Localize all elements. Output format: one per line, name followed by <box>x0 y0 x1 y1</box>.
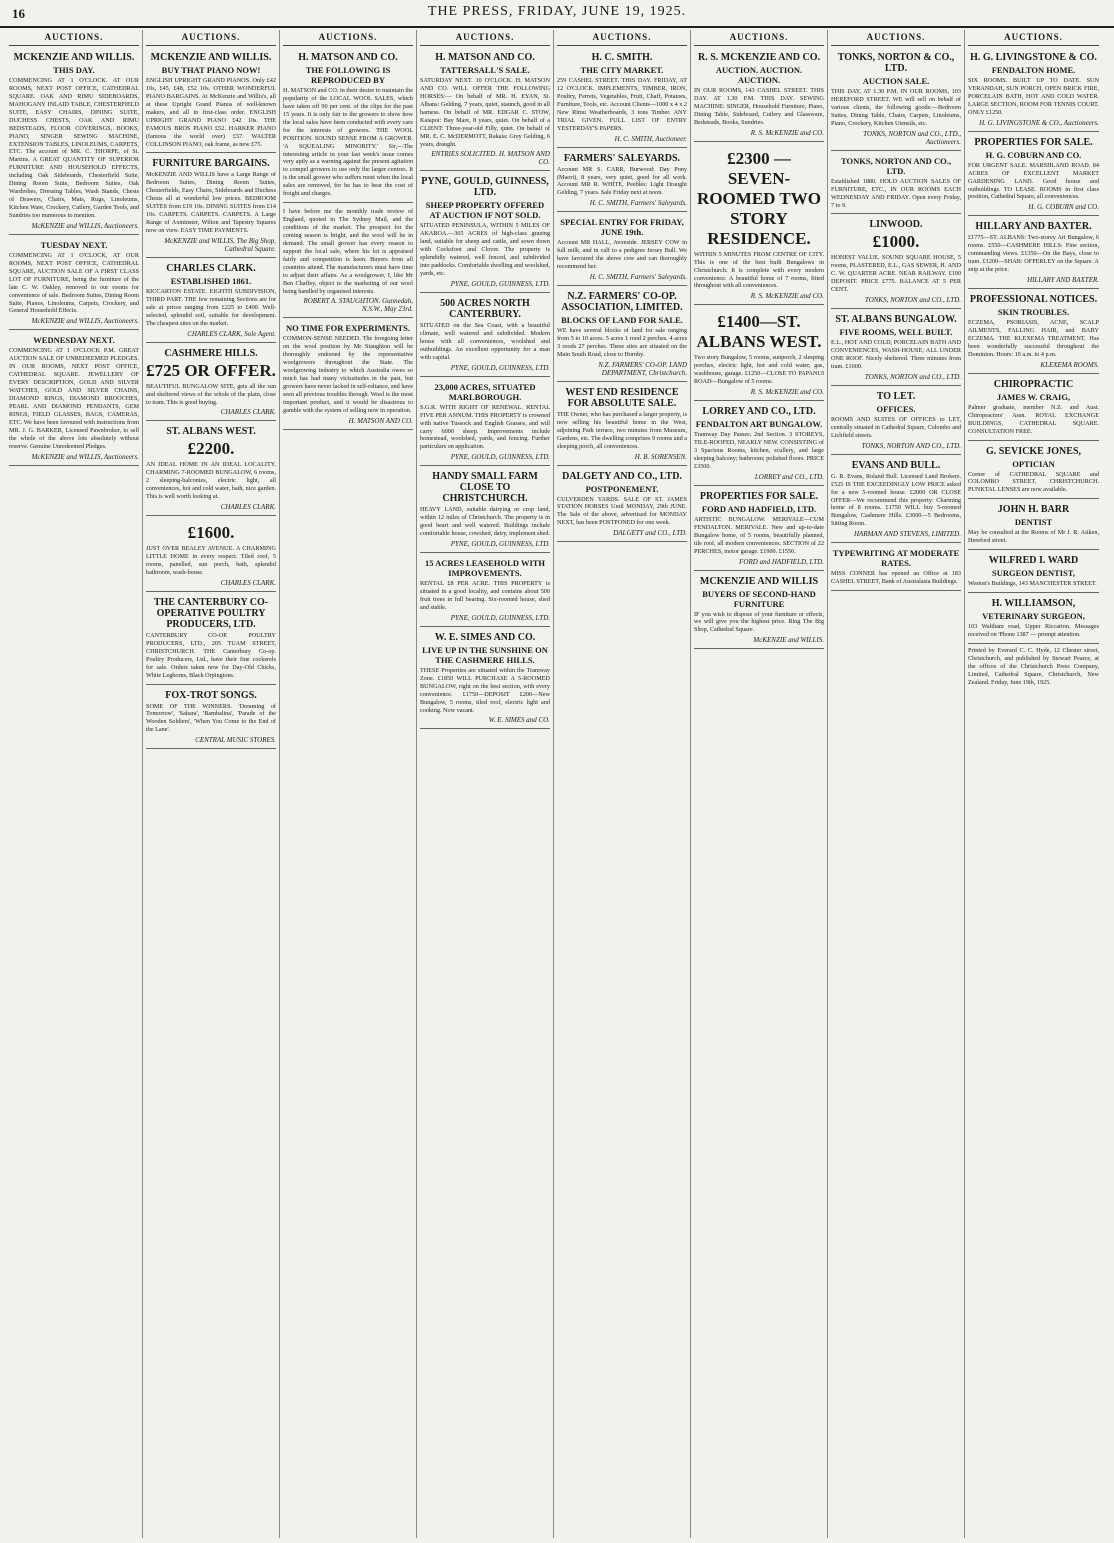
ad-signature: H. C. SMITH, Auctioneer. <box>614 134 687 143</box>
advertisement <box>420 468 550 553</box>
ad-headline: HANDY SMALL FARM CLOSE TO CHRISTCHURCH. <box>432 471 538 505</box>
advertisement <box>146 687 276 750</box>
ad-signature: HARMAN AND STEVENS, LIMITED. <box>853 530 961 539</box>
ad-headline: H. G. LIVINGSTONE & CO. <box>970 52 1097 63</box>
ad-body-text: COMMON-SENSE NEEDED. The foregoing letter on the wool position by Mr Staughton will be thoroughly endorsed by the representative woolgrowers throughout the State. The woolgrowing industry to which Australia owes so much has had many vicissitudes in the past, but growers have never lacked in self-reliance, and have seen all previous troubles through. Wool is the most important product, and it would be disastrous to gamble with the system of selling now in operation. <box>283 335 413 414</box>
ad-subheading: FORD AND HADFIELD, LTD. <box>701 503 817 514</box>
ad-body-text: CANTERBURY CO-OP. POULTRY PRODUCERS, LTD., 205 TUAM STREET, CHRISTCHURCH. THE Canterbury Co-op. Poultry Producers, Ltd., have their fine cockerels for sale. Orders taken now for Day-Old Chicks, White Leghorns, Black Orpingtons. <box>146 631 276 679</box>
ad-subheading: £2300 — SEVEN-ROOMED TWO STORY RESIDENCE. <box>697 148 821 248</box>
ad-signature: N.Z. FARMERS' CO-OP. LAND DEPARTMENT, Christchurch. <box>598 360 687 377</box>
ad-headline: MCKENZIE AND WILLIS. <box>13 52 135 63</box>
ad-subheading: SPECIAL ENTRY FOR FRIDAY, JUNE 19th. <box>560 217 684 238</box>
ad-body-text: IF you wish to dispose of your furniture or effects, we will give you the highest price. Ring The Big Shop, Cathedral Square. <box>694 610 824 634</box>
advertisement <box>557 288 687 382</box>
ad-headline: CASHMERE HILLS. <box>164 347 258 359</box>
ad-subheading: FIVE ROOMS, WELL BUILT. <box>839 327 953 338</box>
ad-subheading: H. G. COBURN AND CO. <box>985 149 1082 160</box>
ad-body-text: SITUATED on the Sea Coast, with a beautiful climate, well watered and subdivided. Modern house with all conveniences, woolshed and outbuildings. An excellent opportunity for a man with capital. <box>420 322 550 361</box>
ad-subheading: THIS DAY. <box>53 65 95 75</box>
ad-signature: TONKS, NORTON and CO., LTD. <box>864 372 961 381</box>
advertisement <box>146 518 276 592</box>
ad-signature: CENTRAL MUSIC STORES. <box>195 736 276 745</box>
ad-body-text: CULVERDEN YARDS. SALE OF ST. JAMES STATION HORSES Until MONDAY, 29th JUNE. The Sale of the above, advertised for MONDAY NEXT, has been POSTPONED for one week. <box>557 495 687 527</box>
ad-body-text: 103 Waltham road, Upper Riccarton. Messages received on 'Phone 1387 — prompt attention. <box>968 623 1099 639</box>
ad-signature: R. S. McKENZIE and CO. <box>750 388 824 397</box>
ad-headline: WILFRED I. WARD <box>988 555 1079 567</box>
ad-signature: PYNE, GOULD, GUINNESS, LTD. <box>450 280 550 288</box>
ad-headline: MCKENZIE AND WILLIS. <box>150 52 272 63</box>
advertisement <box>146 155 276 258</box>
ad-signature: HILLARY AND BAXTER. <box>1027 276 1099 285</box>
ad-subheading: TUESDAY NEXT. <box>40 239 108 250</box>
ad-headline: WEST END RESIDENCE FOR ABSOLUTE SALE. <box>565 386 679 409</box>
ad-signature: McKENZIE and WILLIS. <box>753 636 824 645</box>
ad-body-text: ECZEMA, PSORIASIS, ACNE, SCALP AILMENTS, FALLING HAIR, and BABY ECZEMA. THE KLEXEMA TREATMENT. Has been wonderfully successful throughout the Dominion. Hours: 10 a.m. to 4 p.m. <box>968 319 1099 358</box>
column-heading: AUCTIONS. <box>831 30 961 46</box>
ad-body-text: Account MR S. CARR, Burwood: Day Pony (Maori), 8 years, very quiet, good for all work. Account MR R. WHITE, Peebles: Light Draught Gelding, 7 years. Sale Friday next at noon. <box>557 165 687 197</box>
ad-signature: H. C. SMITH, Farmers' Saleyards. <box>589 199 687 208</box>
ad-headline: FARMERS' SALEYARDS. <box>563 152 681 164</box>
ad-subheading: BLOCKS OF LAND FOR SALE. <box>561 315 683 326</box>
column-5 <box>554 30 691 1538</box>
advertisement <box>420 173 550 293</box>
ad-body-text: £1775—ST. ALBANS: Two-storey Art Bungalow, 6 rooms. £550—CASHMERE HILLS: Fine section, commanding views. £1350—On the Bays, close to tram. £1200—SHAB: OFFERLEY on the Square. A snip at the price. <box>968 234 1099 274</box>
ad-body-text: WITHIN 5 MINUTES FROM CENTRE OF CITY. This is one of the best built Bungalows in Christchurch. It is complete with every modern convenience. A beautiful home of 7 rooms, fitted throughout with all conveniences. <box>694 250 824 290</box>
ad-subheading: £725 OR OFFER. <box>146 360 276 380</box>
ad-headline: JOHN H. BARR <box>997 504 1070 516</box>
ad-body-text: May be consulted at the Rooms of Mr J. R. Aitken, Hereford street. <box>968 529 1099 545</box>
ad-subheading: TONKS, NORTON AND CO., LTD. <box>841 155 951 176</box>
ad-body-text: Corner of CATHEDRAL SQUARE and COLOMBO STREET, CHRISTCHURCH. PUNKTAL LENSES are now available. <box>968 470 1099 494</box>
ad-body-text: THE Owner, who has purchased a larger property, is now selling his beautiful home in the West, adjoining Park terrace, two minutes from Museum, Gardens, etc. The dwelling comprises 9 rooms and a sleeping porch, all conveniences. <box>557 410 687 450</box>
column-heading: AUCTIONS. <box>146 30 276 46</box>
ad-subheading: £1400—ST. ALBANS WEST. <box>696 312 822 352</box>
ad-headline: LINWOOD. <box>869 219 923 231</box>
ad-body-text: COMMENCING AT 1 O'CLOCK, AT OUR ROOMS, NEXT POST OFFICE, CATHEDRAL SQUARE, AUCTION SALE OF A FIRST CLASS LOT OF FURNITURE, being the furniture of the late C. W. Oakley, removed to our rooms for convenience of sale. Bedroom Suites, Dining Room Suite, Pianos, Linoleums, Carpets, Crockery, and General Household Effects. <box>9 251 139 315</box>
advertisement <box>694 403 824 486</box>
ad-body-text: Account MR HALL, Avonside. JERSEY COW in full milk, and in calf to a pedigree Jersey Bull. We have favoured the above cow and can thoroughly recommend her. <box>557 239 687 271</box>
ad-subheading: £1600. <box>187 523 235 543</box>
ad-signature: W. E. SIMES and CO. <box>488 716 550 725</box>
ad-body-text: HONEST VALUE. SOUND SQUARE HOUSE, 5 rooms, PLASTERED, E.L., GAS SEWER, H. AND C. W. QUARTER ACRE. NEAR RAILWAY. £100 DEPOSIT. PRICE £775. BALANCE AT 5 PER CENT. <box>831 254 961 294</box>
ad-headline: FOX-TROT SONGS. <box>165 689 257 701</box>
advertisement <box>9 332 139 465</box>
ad-headline: W. E. SIMES AND CO. <box>434 631 536 643</box>
ad-headline: FURNITURE BARGAINS. <box>152 158 270 170</box>
ad-headline: LORREY AND CO., LTD. <box>702 406 816 418</box>
column-1 <box>6 30 143 1538</box>
ad-headline: N.Z. FARMERS' CO-OP. ASSOCIATION, LIMITED. <box>561 291 683 314</box>
ad-headline: 500 ACRES NORTH CANTERBURY. <box>440 298 530 320</box>
ad-headline: H. MATSON AND CO. <box>435 52 535 63</box>
ad-signature: KLEXEMA ROOMS. <box>1040 360 1099 369</box>
ad-headline: EVANS AND BULL. <box>851 459 941 471</box>
ad-subheading: THE FOLLOWING IS REPRODUCED BY <box>305 65 391 85</box>
ad-body-text: G. R. Evans, Roland Bull. Licensed Land Brokers. £525 IS THE EXCEEDINGLY LOW PRICE asked for a new 5-roomed house. £2000 OR CLOSE OFFER—We recommend this property: Charming home of 8 rooms. £1750 WILL buy 5-roomed Bungalow, Cashmere Hills. £3000—5 Bedrooms, Sitting Room. <box>831 472 961 528</box>
ad-body-text: COMMENCING AT 1 O'CLOCK. AT OUR ROOMS, NEXT POST OFFICE, CATHEDRAL SQUARE. OAK AND RIMU SIDEBOARDS, MAHOGANY INLAID TABLE, CHESTERFIELD SUITE, EASY CHAIRS, DINING SUITE, DUCHESS CHESTS, OAK AND RIMU BEDSTEADS, FLOOR COVERINGS, BOOKS, PIANO, SINGER SEWING MACHINE, EXTENSION TABLES, LINOLEUMS, CARPETS, ETC. The account of MR. C. THORPE, of St. Martins. A GREAT QUANTITY OF SUPERIOR FURNITURE AND HOUSEHOLD EFFECTS, including Oak Sideboards, Chesterfield Suite, Dining Room Suite, Bedroom Suites, Oak Wardrobes, Dressing Tables, Wash Stands, Chests of Drawers, Chairs, Mats, Rugs, Linoleums, Kitchen Ware, Crockery, Cutlery, Garden Tools, and Sundries too numerous to mention. <box>9 77 139 219</box>
column-4 <box>417 30 554 1538</box>
advertisement <box>831 545 961 591</box>
ad-signature: ENTRIES SOLICITED. H. MATSON AND CO. <box>431 150 550 167</box>
advertisement <box>831 49 961 151</box>
advertisement <box>283 49 413 203</box>
ad-signature: CHARLES CLARK, Sole Agent. <box>187 329 276 338</box>
ad-signature: H. C. SMITH, Farmers' Saleyards. <box>589 273 687 282</box>
ad-subheading: LIVE UP IN THE SUNSHINE ON THE CASHMERE HILLS. <box>422 644 548 665</box>
advertisement <box>831 216 961 309</box>
ad-body-text: SIX ROOMS. BUILT UP TO DATE. SUN VERANDAH, SUN PORCH, OPEN BRICK FIRE, PORCELAIN BATH, HOT AND COLD WATER. LARGE SECTION, ROOM FOR TENNIS COURT. ONLY £1250. <box>968 77 1099 116</box>
ad-body-text: FOR URGENT SALE. MARSHLAND ROAD. 84 ACRES OF EXCELLENT MARKET GARDENING LAND. Good house and outbuildings. TO LEASE. ROOMS in first class position, Cathedral Square, all conveniences. <box>968 161 1099 201</box>
advertisement <box>9 237 139 331</box>
column-heading: AUCTIONS. <box>968 30 1099 46</box>
advertisement <box>146 49 276 153</box>
ad-body-text: Established 1880. HOLD AUCTION SALES OF FURNITURE, ETC., IN OUR ROOMS EACH WEDNESDAY AND FRIDAY. Open every Friday, 7 to 9. <box>831 177 961 209</box>
ad-body-text: McKENZIE AND WILLIS have a Large Range of Bedroom Suites, Dining Room Suites, Chesterfields, Easy Chairs, Sideboards and Duchess Chests all at wonderful low prices. BEDROOM SUITES from £19 10s. DINING SUITES from £14 10s. CARPETS. CARPETS. CARPETS. A Large Range of Axminster, Wilton and Tapestry Squares now on view. EASY TIME PAYMENTS. <box>146 171 276 234</box>
columns-container <box>6 30 1108 1538</box>
advertisement <box>146 594 276 685</box>
advertisement <box>831 153 961 215</box>
column-3 <box>280 30 417 1538</box>
ad-headline: DALGETY AND CO., LTD. <box>562 470 682 482</box>
ad-body-text: ROOMS AND SUITES OF OFFICES to LET, centrally situated in Cathedral Square, Colombo and Lichfield streets. <box>831 415 961 439</box>
advertisement <box>146 345 276 422</box>
advertisement <box>420 49 550 171</box>
ad-body-text: E.L., HOT AND COLD, PORCELAIN BATH AND CONVENIENCES, WASH-HOUSE; ALL UNDER ONE ROOF. Nicely sheltered. Three minutes from tram. £1000. <box>831 339 961 370</box>
advertisement <box>968 595 1099 644</box>
ad-signature: ROBERT A. STAUGHTON. Gunnedah, N.S.W., May 23rd. <box>303 297 413 314</box>
ad-signature: H. G. COBURN and CO. <box>1028 203 1099 212</box>
ad-body-text: HEAVY LAND, suitable dairying or crop land, within 12 miles of Christchurch. The property is in good heart and well watered. Buildings include comfortable house, cowshed, dairy, implement shed. <box>420 506 551 538</box>
ad-signature: H. MATSON AND CO. <box>348 416 413 425</box>
advertisement <box>420 555 550 627</box>
advertisement <box>694 488 824 571</box>
ad-body-text: IN OUR ROOMS, 143 CASHEL STREET. THIS DAY. AT 1.30 P.M. THIS DAY. SEWING MACHINE: SINGER, Household Furniture, Piano, Dining Table, Sideboard, Cutlery and Glassware, Bedsteads, Books, Sundries. <box>694 87 824 126</box>
column-8 <box>965 30 1102 1538</box>
column-6 <box>691 30 828 1538</box>
ad-body-text: Two story Bungalow, 5 rooms, sunporch, 2 sleeping porches, electric light, hot and cold water, gas, washhouse, garage. £1250—CLOSE TO PAPANUI ROAD—Bungalow of 5 rooms. <box>694 354 824 386</box>
ad-subheading: DENTIST <box>1014 517 1053 528</box>
column-heading: AUCTIONS. <box>420 30 550 46</box>
newspaper-title: THE PRESS, FRIDAY, JUNE 19, 1925. <box>427 4 687 19</box>
advertisement <box>831 311 961 386</box>
ad-body-text: RICCARTON ESTATE. EIGHTH SUBDIVISION, THIRD PART. THE few remaining Sections are for sale at prices ranging from £225 to £400. Well-selected, splendid soil, suitable for development. The cheapest sites on the market. <box>146 287 276 327</box>
ad-signature: PYNE, GOULD, GUINNESS, LTD. <box>450 540 550 549</box>
advertisement <box>146 423 276 516</box>
ad-subheading: 23,000 ACRES, SITUATED MARLBOROUGH. <box>434 381 536 402</box>
ad-body-text: I have before me the monthly trade review of England, quoted in The Sydney Mail, and the conditions of the market. The prospect for the coming season is bright, and the wool will be in demand. The small grower has every reason to support the local sale, where his lot is appraised fairly and competition is keen. Buyers from all countries attend. The manufacturers must have time to adjust their affairs. As a woolgrower, I, like Mr Ben Chaffey, object to the marketing of our wool being handled by organised interests. <box>283 208 413 295</box>
masthead <box>0 0 1114 28</box>
advertisement <box>557 384 687 466</box>
ad-subheading: £2200. <box>187 439 235 459</box>
ad-body-text: JUST OVER BEALEY AVENUE. A CHARMING LITTLE HOME in every respect. Tiled roof, 5 rooms, panelled, sun porch, bath, splendid bathroom, wash-house. <box>146 545 276 576</box>
advertisement <box>694 49 824 142</box>
ad-body-text: Tramway Day Passes; 2nd Section. 3 STOREYS, TILE-ROOFED, NEARLY NEW. CONSISTING of 3 Spacious Rooms, kitchen, scullery, and large sleeping balcony; bathroom; polished floors. PRICE £3500. <box>694 431 824 470</box>
ad-body-text: BEAUTIFUL BUNGALOW SITE, gets all the sun and sheltered views of the whole of the plain, close to tram. This is good buying. <box>146 382 276 406</box>
ad-subheading: ESTABLISHED 1861. <box>170 275 252 286</box>
advertisement <box>694 573 824 650</box>
ad-body-text: AN IDEAL HOME IN AN IDEAL LOCALITY. CHARMING 7-ROOMED BUNGALOW, 6 rooms, 2 sleeping-balconies, electric light, all conveniences, hot and cold water, bath, nice garden. This is well worth looking at. <box>146 461 276 501</box>
column-heading: AUCTIONS. <box>9 30 139 46</box>
ad-subheading: JAMES W. CRAIG, <box>996 391 1071 402</box>
ad-headline: G. SEVICKE JONES, <box>985 445 1082 457</box>
ad-headline: PROPERTIES FOR SALE. <box>974 136 1093 148</box>
ad-signature: TONKS, NORTON and CO., LTD., Auctioneers. <box>863 129 961 146</box>
ad-subheading: POSTPONEMENT. <box>585 483 659 494</box>
advertisement <box>557 468 687 543</box>
ad-subheading: FENDALTON ART BUNGALOW. <box>695 419 823 430</box>
ad-headline: ST. ALBANS WEST. <box>166 426 256 438</box>
ad-headline: CHIROPRACTIC <box>993 378 1074 390</box>
ad-subheading: OFFICES. <box>876 403 916 414</box>
ad-subheading: £1000. <box>872 232 920 252</box>
advertisement <box>968 376 1099 441</box>
ad-signature: PYNE, GOULD, GUINNESS, LTD. <box>450 453 550 462</box>
advertisement <box>831 457 961 544</box>
ad-headline: H. WILLIAMSON, <box>991 598 1076 610</box>
ad-signature: DALGETY and CO., LTD. <box>613 529 687 538</box>
ad-body-text: THIS DAY, AT 1.30 P.M. IN OUR ROOMS, 103 HEREFORD STREET. WE will sell on behalf of various clients, the following goods:—Bedroom Suites, Dining Table, Chairs, Carpets, Linoleums, Piano, Crockery, Kitchen Utensils, etc. <box>831 88 961 127</box>
ad-body-text: SATURDAY NEXT. 10 O'CLOCK. H. MATSON AND CO. WILL OFFER THE FOLLOWING HORSES:— On behalf of MR. H. EYAN, St. Albans: Gelding, 7 years, quiet, staunch, good in all harness. On behalf of MR. EDGAR C. STOW, Kaiapoi: Bay Mare, 8 years, quiet. On behalf of a CLIENT: Three-year-old Filly, quiet. On behalf of MR. E. C. McDERMOTT, Rakaia: Grey Gelding, 6 years, draught. <box>420 77 550 148</box>
ad-subheading: NO TIME FOR EXPERIMENTS. <box>285 323 411 334</box>
ad-body-text: H. MATSON and CO. in their desire to maintain the popularity of the LOCAL WOOL SALES, which have taken off 90 per cent. of the clips for the past 15 years. It is only fair to the growers to show how the local sales have been conducted with every care for the interests of growers. THE WOOL POSITION. SOUND SENSE FROM A GROWER. 'A SQUEALING MINORITY.' Sir,—The interesting article in your last week's issue comes very aptly as a warning against the present agitation to compel growers to use only the larger centres. It is the small grower who suffers most when the local sales are removed, for he has to bear the cost of freight and charges. <box>283 87 413 198</box>
advertisement <box>968 552 1099 593</box>
ad-body-text: THESE Properties are situated within the Tramway Zone. £1850 WILL PURCHASE A 5-ROOMED BUNGALOW, right on the best section, with every convenience. £1750—DEPOSIT £200—New Bungalow, 5 rooms, tiled roof, electric light and cooking. Now vacant. <box>420 666 550 714</box>
ad-signature: H. B. SORENSEN. <box>634 452 687 461</box>
ad-body-text: SITUATED PENINSULA, WITHIN 5 MILES OF AKAROA.—365 ACRES of high-class grazing land, suitable for sheep and cattle, and sown down with Cocksfoot and Clover. The property is splendidly watered, well fenced, and subdivided into paddocks. Comfortable dwelling and woolshed, yards, etc. <box>420 222 550 278</box>
ad-subheading: AUCTION. AUCTION. AUCTION. <box>715 65 803 85</box>
ad-signature: R. S. McKENZIE and CO. <box>750 292 824 301</box>
advertisement <box>9 49 139 235</box>
ad-body-text: Weston's Buildings, 143 MANCHESTER STREET. <box>968 580 1097 588</box>
ad-signature: CHARLES CLARK. <box>220 503 276 512</box>
ad-subheading: SHEEP PROPERTY OFFERED AT AUCTION IF NOT SOLD. <box>425 200 545 221</box>
advertisement <box>420 379 550 467</box>
ad-body-text: SOME OF THE WINNERS. 'Dreaming of Tomorrow', 'Sahara', 'Bambalina', 'Parade of the Wooden Soldiers', 'When You Come to the End of the Lane'. <box>146 702 276 734</box>
ad-body-text: COMMENCING AT 1 O'CLOCK P.M. GREAT AUCTION SALE OF UNREDEEMED PLEDGES. IN OUR ROOMS, NEXT POST OFFICE, CATHEDRAL SQUARE. JEWELLERY OF EVERY DESCRIPTION, GOLD AND SILVER WATCHES, GOLD AND SILVER CHAINS, DIAMOND RINGS, DIAMOND BROOCHES, PEARL AND DIAMOND PENDANTS, GEM RINGS, FIELD GLASSES, BAGS, CAMERAS, ETC. We have been favoured with instructions from MR. J. G. BARKER, Licensed Pawnbroker, to sell the whole of the above lots absolutely without reserve. Genuine Unredeemed Pledges. <box>9 347 139 450</box>
ad-headline: PROFESSIONAL NOTICES. <box>969 294 1098 306</box>
ad-subheading: 15 ACRES LEASEHOLD WITH IMPROVEMENTS. <box>424 558 546 579</box>
ad-subheading: WEDNESDAY NEXT. <box>33 335 115 346</box>
ad-headline: H. MATSON AND CO. <box>298 52 398 63</box>
ad-body-text: ENGLISH UPRIGHT GRAND PIANOS. Only £42 10s, £45, £48, £52 10s. OTHER WONDERFUL PIANO BARGAINS. At McKenzie and Willis's, all at these Upright Grand Pianos of well-known makers, and all in first-class order. ENGLISH UPRIGHT GRAND PIANO £42 10s. THE FAMOUS BROS PIANO £52. HARKER PIANO (famous the world over) £57. WALTER COLLINSON PIANO, oak frame, as new £75. <box>146 77 276 148</box>
advertisement <box>420 629 550 730</box>
ad-headline: PROPERTIES FOR SALE. <box>699 490 819 502</box>
column-heading: AUCTIONS. <box>694 30 824 46</box>
ad-subheading: SURGEON DENTIST, <box>992 568 1075 579</box>
ad-body-text: S.G.R. WITH RIGHT OF RENEWAL. RENTAL FIVE PER ANNUM. THIS PROPERTY is crowned with native Tussock and English Grasses, and will carry 6000 sheep. Improvements include homestead, woolshed, yards, and fencing. Further particulars on application. <box>420 403 550 451</box>
ad-headline: MCKENZIE AND WILLIS <box>699 575 819 587</box>
advertisement <box>968 501 1099 550</box>
ad-subheading: SKIN TROUBLES. <box>997 307 1070 318</box>
column-2 <box>143 30 280 1538</box>
ad-body-text: ARTISTIC BUNGALOW. MERIVALE—CUM FENDALTON. MERIVALE. New and up-to-date Bungalow home, of 5 rooms, beautifully planned, tile roof, all modern conveniences. SECTION of 22 PERCHES, motor garage. £1900. £1550. <box>694 515 824 555</box>
ad-headline: THE CANTERBURY CO-OPERATIVE POULTRY PRODUCERS, LTD. <box>153 596 269 630</box>
advertisement <box>968 134 1099 217</box>
ad-body-text: Palmer graduate, member N.Z. and Aust. Chiropractors' Assn. ROYAL EXCHANGE BUILDINGS, CATHEDRAL SQUARE. CONSULTATION FREE. <box>968 403 1099 435</box>
ad-signature: PYNE, GOULD, GUINNESS, LTD. <box>450 363 550 372</box>
ad-signature: H. G. LIVINGSTONE & CO., Auctioneers. <box>979 118 1099 127</box>
ad-body-text: 259 CASHEL STREET. THIS DAY. FRIDAY, AT 12 O'CLOCK. IMPLEMENTS, TIMBER, IRON, Poultry, Ferrets, Vegetables, Fruit, Chaff, Potatoes, Furniture, Tools, etc. Account Clients—1000 x 4 x 2 New Rimu Weatherboards, 3 tons Timber. ANY TRIAL GIVEN. FULL LIST OF ENTRY YESTERDAY'S PAPERS. <box>557 77 687 132</box>
ad-signature: McKENZIE and WILLIS, Auctioneers. <box>31 317 139 326</box>
ad-headline: R. S. MCKENZIE AND CO. <box>698 52 820 63</box>
ad-signature: McKENZIE and WILLIS, The Big Shop, Cathedral Square. <box>164 236 276 253</box>
ad-subheading: TYPEWRITING AT MODERATE RATES. <box>832 548 960 569</box>
ad-subheading: OPTICIAN <box>1012 458 1055 469</box>
ad-subheading: FENDALTON HOME. <box>991 65 1076 75</box>
column-7 <box>828 30 965 1538</box>
ad-body-text: WE have several blocks of land for sale ranging from 5 to 10 acres. 5 acres 1 rood 2 perches. 4 acres 3 roods 27 perches. These sites are situated on the Main South Road, close to Hornby. <box>557 327 687 358</box>
ad-body-text: MISS CONNER has opened an Office at 183 CASHEL STREET, Bank of Australasia Buildings. <box>831 570 961 586</box>
ad-headline: PYNE, GOULD, GUINNESS, LTD. <box>421 176 549 199</box>
ad-body-text: RENTAL £8 PER ACRE. THIS PROPERTY is situated in a good locality, and contains about 500 fruit trees in full bearing. Six-roomed house, shed and stable. <box>420 580 550 611</box>
ad-signature: McKENZIE and WILLIS, Auctioneers. <box>31 452 139 461</box>
advertisement <box>283 320 413 429</box>
page-number: 16 <box>12 6 25 21</box>
ad-signature: PYNE, GOULD, GUINNESS, LTD. <box>450 613 550 622</box>
ad-headline: H. C. SMITH. <box>591 52 653 63</box>
ad-signature: LORREY and CO., LTD. <box>754 472 824 481</box>
ad-headline: TO LET. <box>876 390 916 402</box>
advertisement <box>694 307 824 401</box>
advertisement <box>968 49 1099 132</box>
advertisement <box>557 49 687 148</box>
ad-subheading: TATTERSALL'S SALE. <box>440 65 530 75</box>
advertisement <box>968 291 1099 374</box>
advertisement <box>557 150 687 213</box>
advertisement <box>420 295 550 377</box>
advertisement <box>283 205 413 318</box>
ad-subheading: BUYERS OF SECOND-HAND FURNITURE <box>702 588 816 609</box>
advertisement <box>557 214 687 286</box>
advertisement <box>146 260 276 343</box>
ad-headline: HILLARY AND BAXTER. <box>975 221 1092 233</box>
ad-subheading: BUY THAT PIANO NOW! <box>161 65 261 75</box>
column-heading: AUCTIONS. <box>557 30 687 46</box>
ad-signature: McKENZIE and WILLIS, Auctioneers. <box>31 221 139 230</box>
ad-signature: TONKS, NORTON and CO., LTD. <box>864 296 961 305</box>
ad-signature: CHARLES CLARK. <box>220 408 276 417</box>
ad-subheading: AUCTION SALE. <box>862 76 930 86</box>
advertisement <box>968 218 1099 289</box>
imprint-footer: Printed by Everard C. C. Hyde, 12 Chester street, Christchurch, and published by Stewart Pearce, at the offices of the Christchurch Press Company, Limited, Cathedral Square, Christchurch, New Zealand. Friday, June 19th, 1925. <box>968 647 1099 686</box>
advertisement <box>968 443 1099 500</box>
advertisement <box>694 144 824 306</box>
ad-signature: TONKS, NORTON AND CO., LTD. <box>861 441 961 450</box>
ad-headline: CHARLES CLARK. <box>166 262 256 274</box>
ad-signature: CHARLES CLARK. <box>220 578 276 587</box>
column-heading: AUCTIONS. <box>283 30 413 46</box>
advertisement <box>831 388 961 455</box>
ad-headline: TONKS, NORTON & CO., LTD. <box>837 52 955 74</box>
ad-subheading: THE CITY MARKET. <box>580 65 664 75</box>
ad-headline: ST. ALBANS BUNGALOW. <box>835 314 957 326</box>
ad-signature: R. S. McKENZIE and CO. <box>750 128 824 137</box>
ad-signature: FORD and HADFIELD, LTD. <box>739 557 824 566</box>
ad-subheading: VETERINARY SURGEON, <box>982 611 1085 622</box>
